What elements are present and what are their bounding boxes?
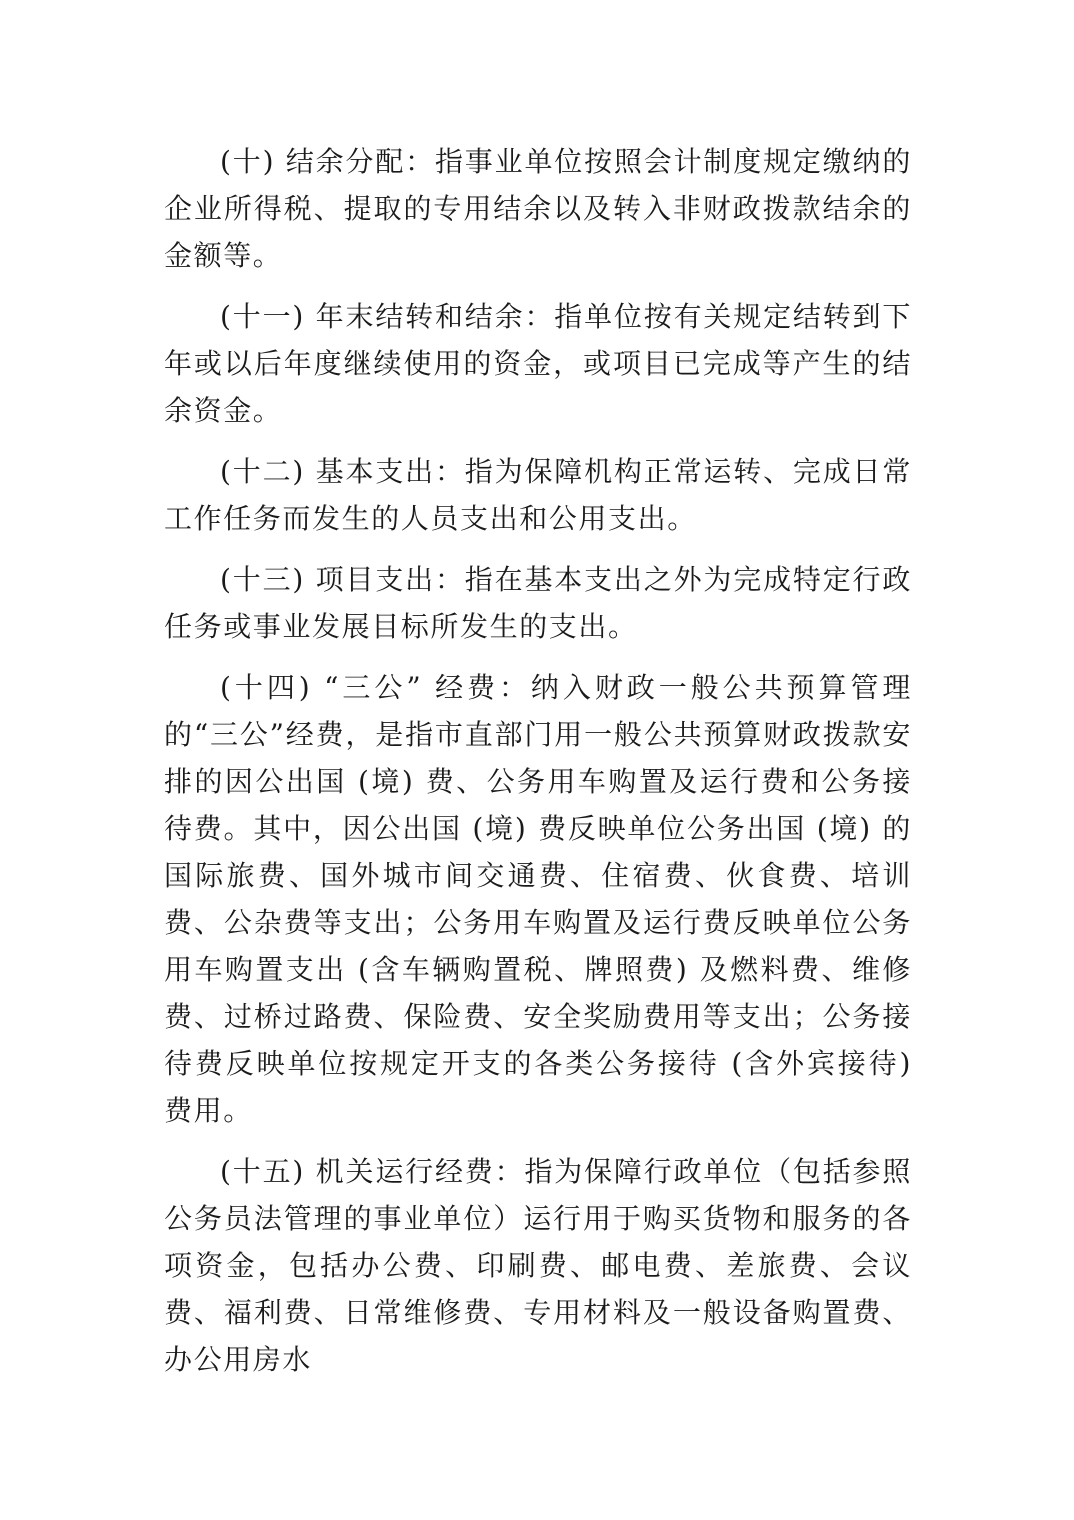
paragraph-three-public-expenses: (十四) “三公” 经费：纳入财政一般公共预算管理的“三公”经费，是指市直部门用一般公共预算财政拨款安排的因公出国 (境) 费、公务用车购置及运行费和公务接待费。其中，因公出国 (境) 费反映单位公务出国 (境) 的国际旅费、国外城市间交通费、住宿费、伙食费、培训费、公杂费等支出；公务用车购置及运行费反映单位公务用车购置支出 (含车辆购置税、牌照费) 及燃料费、维修费、过桥过路费、保险费、安全奖励费用等支出；公务接待费反映单位按规定开支的各类公务接待 (含外宾接待) 费用。 xyxy=(164,671,912,1127)
paragraph-project-expenditure: (十三) 项目支出：指在基本支出之外为完成特定行政任务或事业发展目标所发生的支出。 xyxy=(164,563,912,643)
paragraph-basic-expenditure: (十二) 基本支出：指为保障机构正常运转、完成日常工作任务而发生的人员支出和公用支出。 xyxy=(164,455,912,535)
paragraph-operating-expenses: (十五) 机关运行经费：指为保障行政单位（包括参照公务员法管理的事业单位）运行用于购买货物和服务的各项资金，包括办公费、印刷费、邮电费、差旅费、会议费、福利费、日常维修费、专用材料及一般设备购置费、办公用房水 xyxy=(164,1155,912,1376)
paragraph-year-end-carryover: (十一) 年末结转和结余：指单位按有关规定结转到下年或以后年度继续使用的资金，或项目已完成等产生的结余资金。 xyxy=(164,300,912,427)
document-body xyxy=(164,138,912,1397)
paragraph-surplus-distribution: (十) 结余分配：指事业单位按照会计制度规定缴纳的企业所得税、提取的专用结余以及转入非财政拨款结余的金额等。 xyxy=(164,145,912,272)
